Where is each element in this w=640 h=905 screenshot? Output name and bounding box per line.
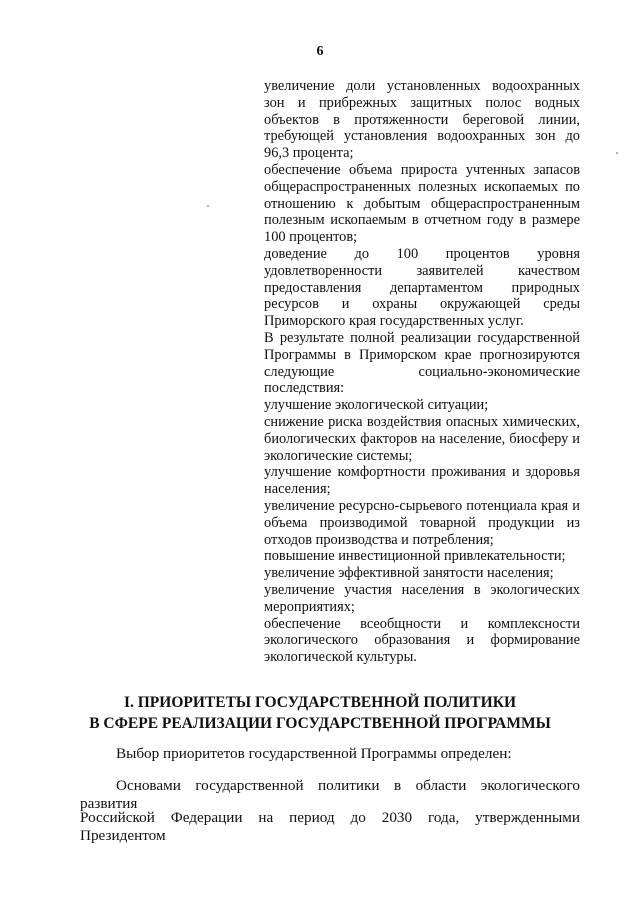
list-item: увеличение доли установленных водоохранных зон и прибрежных защитных полос водных объектов в протяженности береговой линии, требующей установления водоохранных зон до 96,3 процента; xyxy=(264,78,580,162)
page-number: 6 xyxy=(316,44,324,59)
scan-speck xyxy=(616,152,618,154)
list-item: обеспечение всеобщности и комплексности экологического образования и формирование экологической культуры. xyxy=(264,615,580,666)
list-item: увеличение участия населения в экологических мероприятиях; xyxy=(264,581,580,615)
list-item: доведение до 100 процентов уровня удовлетворенности заявителей качеством предоставления департаментом природных ресурсов и охраны окружающей среды Приморского края государственных услуг. xyxy=(264,245,580,330)
section-heading xyxy=(0,692,640,734)
list-item: улучшение комфортности проживания и здоровья населения; xyxy=(264,464,580,498)
list-item: снижение риска воздействия опасных химических, биологических факторов на население, биосферу и экологические системы; xyxy=(264,413,580,464)
body-paragraph-line: Основами государственной политики в области экологического развития xyxy=(80,777,580,812)
section-heading-line: I. ПРИОРИТЕТЫ ГОСУДАРСТВЕННОЙ ПОЛИТИКИ xyxy=(123,694,517,711)
list-item: увеличение эффективной занятости населения; xyxy=(264,565,554,582)
list-item: увеличение ресурсно-сырьевого потенциала края и объема производимой товарной продукции из отходов производства и потребления; xyxy=(264,497,580,548)
body-paragraph-line: Российской Федерации на период до 2030 года, утвержденными Президентом xyxy=(80,809,580,844)
list-item: улучшение экологической ситуации; xyxy=(264,397,489,414)
body-paragraph-line: Выбор приоритетов государственной Программы определен: xyxy=(116,745,512,762)
list-item: В результате полной реализации государственной Программы в Приморском крае прогнозируются следующие социально-экономические последствия: xyxy=(264,329,580,397)
scan-speck xyxy=(207,205,209,207)
indicator-list xyxy=(264,78,580,666)
list-item: повышение инвестиционной привлекательности; xyxy=(264,548,566,565)
list-item: обеспечение объема прироста учтенных запасов общераспространенных полезных ископаемых по отношению к добытым общераспространенным полезным ископаемым в отчетном году в размере 100 процентов; xyxy=(264,161,580,246)
section-heading-line: В СФЕРЕ РЕАЛИЗАЦИИ ГОСУДАРСТВЕННОЙ ПРОГРАММЫ xyxy=(89,715,551,732)
